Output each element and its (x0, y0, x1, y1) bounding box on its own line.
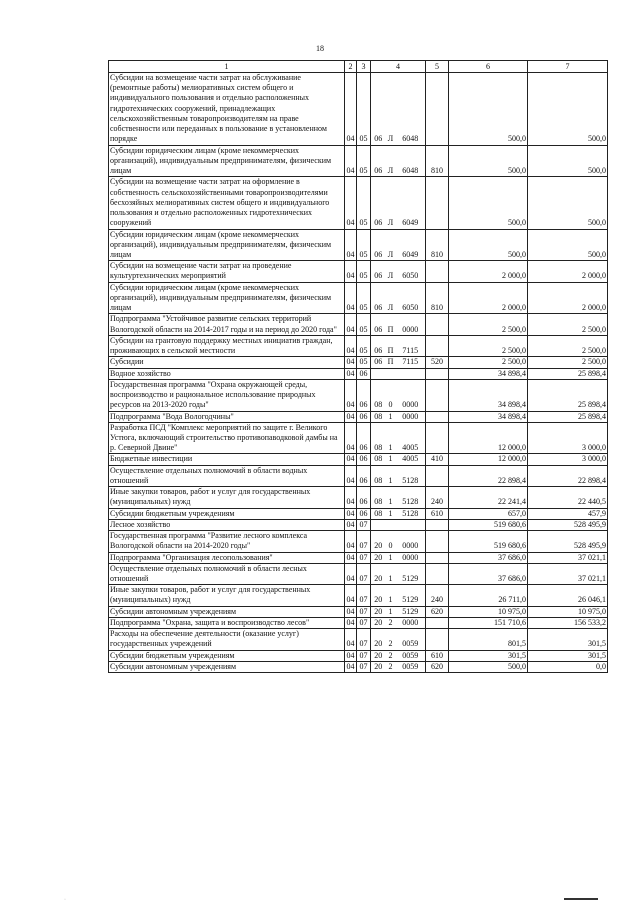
row-subsection: 07 (357, 585, 371, 606)
row-section: 04 (346, 519, 355, 529)
row-subsection: 05 (357, 314, 371, 335)
row-amount-year-2: 156 533,2 (528, 617, 608, 628)
row-expense-type (426, 422, 449, 454)
row-amount-year-2: 3 000,0 (528, 454, 608, 465)
row-target-subprogram: 1 (386, 411, 396, 422)
row-subsection: 06 (357, 454, 371, 465)
table-row (109, 629, 608, 650)
row-expense-type (426, 465, 449, 486)
header-col-4: 4 (371, 61, 426, 73)
row-amount-year-1: 34 898,4 (449, 411, 528, 422)
row-target-subprogram: 1 (386, 454, 396, 465)
row-subsection: 06 (357, 487, 371, 508)
row-expense-type: 620 (426, 661, 449, 672)
row-amount-year-1: 22 898,4 (449, 465, 528, 486)
row-amount-year-1: 2 500,0 (449, 357, 528, 368)
row-expense-type: 520 (426, 357, 449, 368)
row-target-program: 06 (371, 261, 386, 282)
row-target-program: 20 (371, 650, 386, 661)
row-amount-year-1: 301,5 (449, 650, 528, 661)
row-target-code: 5128 (396, 508, 426, 519)
row-name: Подпрограмма "Устойчивое развитие сельских территорий Вологодской области на 2014-2017 годы и на период до 2020 года" (109, 314, 345, 335)
table-row (109, 563, 608, 584)
row-target-program: 06 (371, 229, 386, 261)
row-section: 04 (346, 508, 355, 518)
row-target-program: 20 (371, 629, 386, 650)
row-target-program: 06 (371, 357, 386, 368)
row-expense-type (426, 314, 449, 335)
row-target-program: 20 (371, 661, 386, 672)
row-subsection: 05 (357, 335, 371, 356)
row-target-code: 0059 (396, 650, 426, 661)
row-expense-type: 410 (426, 454, 449, 465)
row-amount-year-1: 801,5 (449, 629, 528, 650)
row-section: 04 (345, 585, 357, 606)
row-target-program: 06 (371, 335, 386, 356)
row-name: Осуществление отдельных полномочий в области водных отношений (109, 465, 345, 486)
header-col-7: 7 (528, 61, 608, 73)
table-row (109, 411, 608, 422)
row-expense-type (426, 261, 449, 282)
row-amount-year-2: 2 500,0 (528, 357, 608, 368)
row-name: Субсидии на возмещение части затрат на обслуживание (ремонтные работы) мелиоративных систем общего и индивидуального пользования и отдельно расположенных гидротехнических сооружений, принадлежащих сельскохозяйственным товаропроизводителям на праве собственности или переданных в пользование в установленном порядке (109, 73, 345, 146)
row-name: Субсидии автономным учреждениям (109, 606, 345, 617)
footer-mark-left: · (64, 897, 66, 903)
row-subsection: 07 (357, 629, 371, 650)
row-amount-year-1: 151 710,6 (449, 617, 528, 628)
row-subsection: 05 (357, 357, 371, 368)
row-amount-year-1: 10 975,0 (449, 606, 528, 617)
row-section: 04 (345, 282, 357, 314)
row-target-code: 6050 (396, 261, 426, 282)
row-target-code: 6049 (396, 177, 426, 229)
row-target-subprogram: 1 (386, 508, 396, 519)
row-subsection: 07 (357, 531, 371, 552)
row-target-program: 20 (371, 617, 386, 628)
row-amount-year-1: 519 680,6 (449, 531, 528, 552)
row-target-code: 4005 (396, 454, 426, 465)
row-expense-type: 810 (426, 145, 449, 177)
row-subsection: 05 (357, 145, 371, 177)
row-target-code: 5129 (396, 563, 426, 584)
row-target-program: 20 (371, 531, 386, 552)
row-target-subprogram: Л (386, 145, 396, 177)
row-target-subprogram: П (386, 314, 396, 335)
row-target-subprogram: 1 (386, 487, 396, 508)
row-amount-year-2: 26 046,1 (528, 585, 608, 606)
row-amount-year-2: 528 495,9 (528, 531, 608, 552)
row-amount-year-2: 2 500,0 (528, 335, 608, 356)
row-amount-year-2: 25 898,4 (528, 379, 608, 411)
table-row (109, 177, 608, 229)
row-target-subprogram: 1 (386, 552, 396, 563)
row-name: Подпрограмма "Охрана, защита и воспроизводство лесов" (109, 617, 345, 628)
row-name: Субсидии на возмещение части затрат на оформление в собственность сельскохозяйственными товаропроизводителями бесхозяйных мелиоративных систем общего и индивидуального пользования и отдельно расположенных гидротехнических сооружений (109, 177, 345, 229)
budget-table (108, 60, 608, 673)
row-expense-type: 610 (426, 508, 449, 519)
row-section: 04 (345, 335, 357, 356)
row-amount-year-1: 12 000,0 (449, 422, 528, 454)
row-amount-year-1: 519 680,6 (449, 519, 528, 530)
table-row (109, 617, 608, 628)
row-amount-year-2: 2 000,0 (528, 261, 608, 282)
row-target-code: 0000 (396, 531, 426, 552)
row-amount-year-1: 12 000,0 (449, 454, 528, 465)
row-target-code: 0000 (396, 314, 426, 335)
row-target-program: 06 (371, 145, 386, 177)
row-subsection: 07 (357, 519, 371, 530)
row-amount-year-1: 2 000,0 (449, 282, 528, 314)
row-amount-year-2: 10 975,0 (528, 606, 608, 617)
row-amount-year-2: 37 021,1 (528, 563, 608, 584)
row-name: Субсидии (109, 357, 345, 368)
row-subsection: 06 (357, 411, 371, 422)
row-name: Водное хозяйство (109, 368, 345, 379)
row-section: 04 (345, 531, 357, 552)
row-amount-year-1: 500,0 (449, 661, 528, 672)
row-amount-year-1: 37 686,0 (449, 552, 528, 563)
row-amount-year-2: 528 495,9 (528, 519, 608, 530)
row-subsection: 06 (357, 508, 371, 519)
table-row (109, 229, 608, 261)
table-row (109, 357, 608, 368)
table-row (109, 606, 608, 617)
row-target-subprogram: 2 (386, 617, 396, 628)
row-name: Государственная программа "Развитие лесного комплекса Вологодской области на 2014-2020 годы" (109, 531, 345, 552)
row-amount-year-1: 500,0 (449, 177, 528, 229)
row-target-program: 20 (371, 552, 386, 563)
row-section: 04 (346, 368, 355, 378)
row-expense-type (426, 379, 449, 411)
row-target-program (371, 519, 386, 530)
row-target-program: 20 (371, 563, 386, 584)
row-amount-year-1: 500,0 (449, 73, 528, 146)
row-name: Государственная программа "Охрана окружающей среды, воспроизводство и рациональное использование природных ресурсов на 2013-2020 годы" (109, 379, 345, 411)
row-amount-year-2: 22 440,5 (528, 487, 608, 508)
row-target-code: 0000 (396, 552, 426, 563)
row-subsection: 06 (357, 465, 371, 486)
row-target-program: 08 (371, 379, 386, 411)
row-name: Субсидии бюджетным учреждениям (109, 508, 345, 519)
row-section: 04 (345, 563, 357, 584)
row-amount-year-2: 25 898,4 (528, 368, 608, 379)
row-target-subprogram: Л (386, 261, 396, 282)
row-target-code: 5128 (396, 487, 426, 508)
row-expense-type (426, 519, 449, 530)
row-amount-year-2: 500,0 (528, 229, 608, 261)
row-name: Лесное хозяйство (109, 519, 345, 530)
row-section: 04 (345, 465, 357, 486)
row-target-subprogram: Л (386, 177, 396, 229)
row-name: Расходы на обеспечение деятельности (оказание услуг) государственных учреждений (109, 629, 345, 650)
row-subsection: 07 (357, 650, 371, 661)
row-target-program: 08 (371, 508, 386, 519)
row-name: Субсидии на грантовую поддержку местных инициатив граждан, проживающих в сельской местности (109, 335, 345, 356)
row-target-subprogram: 1 (386, 563, 396, 584)
row-expense-type (426, 411, 449, 422)
row-section: 04 (345, 73, 357, 146)
row-expense-type (426, 552, 449, 563)
row-section: 04 (345, 314, 357, 335)
row-amount-year-1: 34 898,4 (449, 368, 528, 379)
row-target-code (396, 368, 426, 379)
row-amount-year-2: 2 500,0 (528, 314, 608, 335)
row-expense-type (426, 177, 449, 229)
row-target-code: 5129 (396, 606, 426, 617)
header-col-5: 5 (426, 61, 449, 73)
table-row (109, 465, 608, 486)
row-target-code: 5129 (396, 585, 426, 606)
row-target-program (371, 368, 386, 379)
row-target-subprogram: 0 (386, 531, 396, 552)
row-amount-year-2: 3 000,0 (528, 422, 608, 454)
row-section: 04 (345, 379, 357, 411)
row-name: Подпрограмма "Вода Вологодчины" (109, 411, 345, 422)
row-amount-year-1: 2 500,0 (449, 314, 528, 335)
row-target-code: 6049 (396, 229, 426, 261)
table-header-row (109, 61, 608, 73)
row-amount-year-2: 37 021,1 (528, 552, 608, 563)
row-target-code: 0000 (396, 411, 426, 422)
row-amount-year-1: 500,0 (449, 145, 528, 177)
header-col-3: 3 (357, 61, 371, 73)
row-subsection: 07 (357, 661, 371, 672)
row-section: 04 (345, 261, 357, 282)
table-body (109, 73, 608, 673)
row-section: 04 (346, 650, 355, 660)
row-amount-year-2: 500,0 (528, 177, 608, 229)
row-name: Иные закупки товаров, работ и услуг для государственных (муниципальных) нужд (109, 585, 345, 606)
row-target-program: 06 (371, 73, 386, 146)
row-section: 04 (346, 661, 355, 671)
row-target-program: 06 (371, 177, 386, 229)
row-expense-type (426, 629, 449, 650)
row-section: 04 (345, 229, 357, 261)
row-target-subprogram: 2 (386, 650, 396, 661)
row-subsection: 05 (357, 282, 371, 314)
row-target-subprogram: Л (386, 73, 396, 146)
row-amount-year-2: 457,9 (528, 508, 608, 519)
row-target-program: 06 (371, 314, 386, 335)
table-row (109, 487, 608, 508)
row-target-program: 08 (371, 454, 386, 465)
row-expense-type: 610 (426, 650, 449, 661)
row-section: 04 (346, 552, 355, 562)
row-target-subprogram: Л (386, 282, 396, 314)
row-subsection: 07 (357, 563, 371, 584)
row-section: 04 (345, 145, 357, 177)
row-target-code: 4005 (396, 422, 426, 454)
row-expense-type (426, 531, 449, 552)
row-amount-year-2: 22 898,4 (528, 465, 608, 486)
row-name: Иные закупки товаров, работ и услуг для государственных (муниципальных) нужд (109, 487, 345, 508)
row-target-subprogram: 0 (386, 379, 396, 411)
row-amount-year-2: 25 898,4 (528, 411, 608, 422)
row-expense-type: 620 (426, 606, 449, 617)
row-amount-year-2: 500,0 (528, 73, 608, 146)
table-row (109, 145, 608, 177)
row-amount-year-1: 34 898,4 (449, 379, 528, 411)
row-target-code: 0059 (396, 629, 426, 650)
row-amount-year-2: 301,5 (528, 650, 608, 661)
row-target-subprogram: 2 (386, 629, 396, 650)
table-row (109, 314, 608, 335)
row-target-subprogram: 1 (386, 422, 396, 454)
row-target-code: 0000 (396, 617, 426, 628)
row-expense-type: 240 (426, 585, 449, 606)
header-col-1: 1 (109, 61, 345, 73)
row-name: Разработка ПСД "Комплекс мероприятий по защите г. Великого Устюга, включающий строительство противопаводковой дамбы на р. Северной Двине" (109, 422, 345, 454)
row-target-code: 6050 (396, 282, 426, 314)
row-section: 04 (346, 454, 355, 464)
row-target-subprogram: 1 (386, 606, 396, 617)
table-row (109, 282, 608, 314)
row-amount-year-1: 2 000,0 (449, 261, 528, 282)
footer-mark-right (564, 898, 598, 903)
row-target-program: 06 (371, 282, 386, 314)
row-name: Субсидии бюджетным учреждениям (109, 650, 345, 661)
row-target-code (396, 519, 426, 530)
row-expense-type (426, 368, 449, 379)
row-target-subprogram: 1 (386, 585, 396, 606)
row-amount-year-1: 37 686,0 (449, 563, 528, 584)
table-row (109, 531, 608, 552)
row-name: Субсидии юридическим лицам (кроме некоммерческих организаций), индивидуальным предпринимателям, физическим лицам (109, 145, 345, 177)
row-expense-type (426, 617, 449, 628)
row-subsection: 06 (357, 422, 371, 454)
row-expense-type (426, 563, 449, 584)
row-expense-type: 810 (426, 229, 449, 261)
row-subsection: 07 (357, 617, 371, 628)
row-target-program: 20 (371, 585, 386, 606)
row-target-code: 7115 (396, 335, 426, 356)
table-row (109, 661, 608, 672)
row-target-subprogram: 2 (386, 661, 396, 672)
row-amount-year-1: 26 711,0 (449, 585, 528, 606)
table-row (109, 73, 608, 146)
row-section: 04 (345, 629, 357, 650)
row-subsection: 05 (357, 261, 371, 282)
row-subsection: 06 (357, 368, 371, 379)
row-section: 04 (345, 422, 357, 454)
row-name: Субсидии юридическим лицам (кроме некоммерческих организаций), индивидуальным предпринимателям, физическим лицам (109, 229, 345, 261)
row-amount-year-2: 2 000,0 (528, 282, 608, 314)
table-row (109, 454, 608, 465)
row-section: 04 (345, 487, 357, 508)
row-target-subprogram: П (386, 357, 396, 368)
row-name: Субсидии юридическим лицам (кроме некоммерческих организаций), индивидуальным предпринимателям, физическим лицам (109, 282, 345, 314)
row-target-subprogram: Л (386, 229, 396, 261)
row-expense-type (426, 335, 449, 356)
row-amount-year-2: 301,5 (528, 629, 608, 650)
table-row (109, 379, 608, 411)
row-section: 04 (346, 606, 355, 616)
row-target-code: 5128 (396, 465, 426, 486)
row-target-code: 0059 (396, 661, 426, 672)
row-name: Субсидии автономным учреждениям (109, 661, 345, 672)
table-row (109, 508, 608, 519)
table-row (109, 368, 608, 379)
table-row (109, 261, 608, 282)
row-target-code: 6048 (396, 145, 426, 177)
row-target-program: 08 (371, 465, 386, 486)
row-subsection: 05 (357, 73, 371, 146)
row-name: Субсидии на возмещение части затрат на проведение культуртехнических мероприятий (109, 261, 345, 282)
row-target-subprogram: П (386, 335, 396, 356)
row-section: 04 (346, 617, 355, 627)
row-target-subprogram (386, 519, 396, 530)
row-target-program: 20 (371, 606, 386, 617)
row-section: 04 (346, 411, 355, 421)
row-target-subprogram: 1 (386, 465, 396, 486)
row-name: Бюджетные инвестиции (109, 454, 345, 465)
row-section: 04 (345, 177, 357, 229)
table-row (109, 519, 608, 530)
header-col-6: 6 (449, 61, 528, 73)
row-amount-year-1: 657,0 (449, 508, 528, 519)
row-expense-type: 810 (426, 282, 449, 314)
row-subsection: 05 (357, 229, 371, 261)
row-subsection: 07 (357, 552, 371, 563)
row-expense-type (426, 73, 449, 146)
row-name: Осуществление отдельных полномочий в области лесных отношений (109, 563, 345, 584)
row-target-program: 08 (371, 411, 386, 422)
row-amount-year-2: 0,0 (528, 661, 608, 672)
table-row (109, 552, 608, 563)
table-row (109, 650, 608, 661)
row-target-code: 6048 (396, 73, 426, 146)
row-target-subprogram (386, 368, 396, 379)
row-amount-year-1: 22 241,4 (449, 487, 528, 508)
table-row (109, 422, 608, 454)
row-expense-type: 240 (426, 487, 449, 508)
header-col-2: 2 (345, 61, 357, 73)
row-name: Подпрограмма "Организация лесопользования" (109, 552, 345, 563)
row-section: 04 (346, 357, 355, 367)
row-subsection: 06 (357, 379, 371, 411)
row-target-code: 0000 (396, 379, 426, 411)
row-amount-year-1: 2 500,0 (449, 335, 528, 356)
page-number: 18 (316, 44, 324, 53)
row-amount-year-2: 500,0 (528, 145, 608, 177)
table-row (109, 585, 608, 606)
row-subsection: 05 (357, 177, 371, 229)
row-amount-year-1: 500,0 (449, 229, 528, 261)
row-target-code: 7115 (396, 357, 426, 368)
row-subsection: 07 (357, 606, 371, 617)
table-row (109, 335, 608, 356)
row-target-program: 08 (371, 422, 386, 454)
row-target-program: 08 (371, 487, 386, 508)
